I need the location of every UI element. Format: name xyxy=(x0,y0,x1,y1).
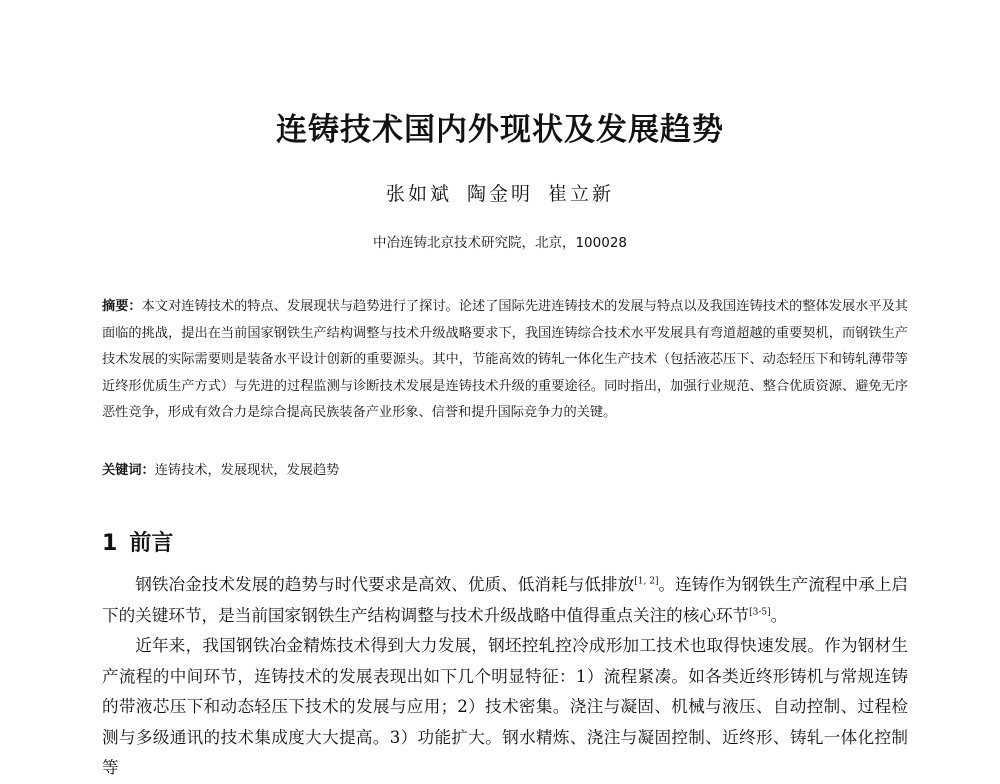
abstract-label: 摘要： xyxy=(102,299,142,314)
abstract xyxy=(102,294,908,427)
paragraph-1-text-c: 。 xyxy=(770,605,788,625)
citation-3-5: [3-5] xyxy=(749,606,771,617)
citation-1-2: [1, 2] xyxy=(634,576,659,587)
body-paragraph-2: 近年来，我国钢铁冶金精炼技术得到大力发展，钢坯控轧控冷成形加工技术也取得快速发展。作为钢材生产流程的中间环节，连铸技术的发展表现出如下几个明显特征：1）流程紧凑。如各类近终形铸机与常规连铸的带液芯压下和动态轻压下技术的发展与应用；2）技术密集。浇注与凝固、机械与液压、自动控制、过程检测与多级通讯的技术集成度大大提高。3）功能扩大。钢水精炼、浇注与凝固控制、近终形、铸轧一体化控制等 xyxy=(102,636,908,777)
section-heading xyxy=(102,526,173,557)
body-paragraph-1 xyxy=(102,570,908,631)
paper-title: 连铸技术国内外现状及发展趋势 xyxy=(276,112,724,148)
section-title: 前言 xyxy=(129,531,174,556)
keywords xyxy=(102,461,908,481)
author-list: 张如斌 陶金明 崔立新 xyxy=(385,183,615,205)
paragraph-1-text-a: 钢铁冶金技术发展的趋势与时代要求是高效、优质、低消耗与低排放 xyxy=(135,575,635,594)
keywords-label: 关键词： xyxy=(102,463,155,478)
body-text xyxy=(102,570,909,777)
affiliation: 中冶连铸北京技术研究院，北京，100028 xyxy=(372,235,628,251)
keywords-text: 连铸技术，发展现状，发展趋势 xyxy=(154,463,340,478)
abstract-text: 本文对连铸技术的特点、发展现状与趋势进行了探讨。论述了国际先进连铸技术的发展与特点以及我国连铸技术的整体发展水平及其面临的挑战，提出在当前国家钢铁生产结构调整与技术升级战略要求下，我国连铸综合技术水平发展具有弯道超越的重要契机，而钢铁生产技术发展的实际需要则是装备水平设计创新的重要源头。其中，节能高效的铸轧一体化生产技术（包括液芯压下、动态轻压下和铸轧薄带等近终形优质生产方式）与先进的过程监测与诊断技术发展是连铸技术升级的重要途径。同时指出，加强行业规范、整合优质资源、避免无序恶性竞争，形成有效合力是综合提高民族装备产业形象、信誉和提升国际竞争力的关键。 xyxy=(102,299,908,420)
section-number: 1 xyxy=(102,531,118,556)
paragraph-1-text-b: 。连铸作为钢铁生产流程中承上启下的关键环节，是当前国家钢铁生产结构调整与技术升级战略中值得重点关注的核心环节 xyxy=(102,575,909,625)
